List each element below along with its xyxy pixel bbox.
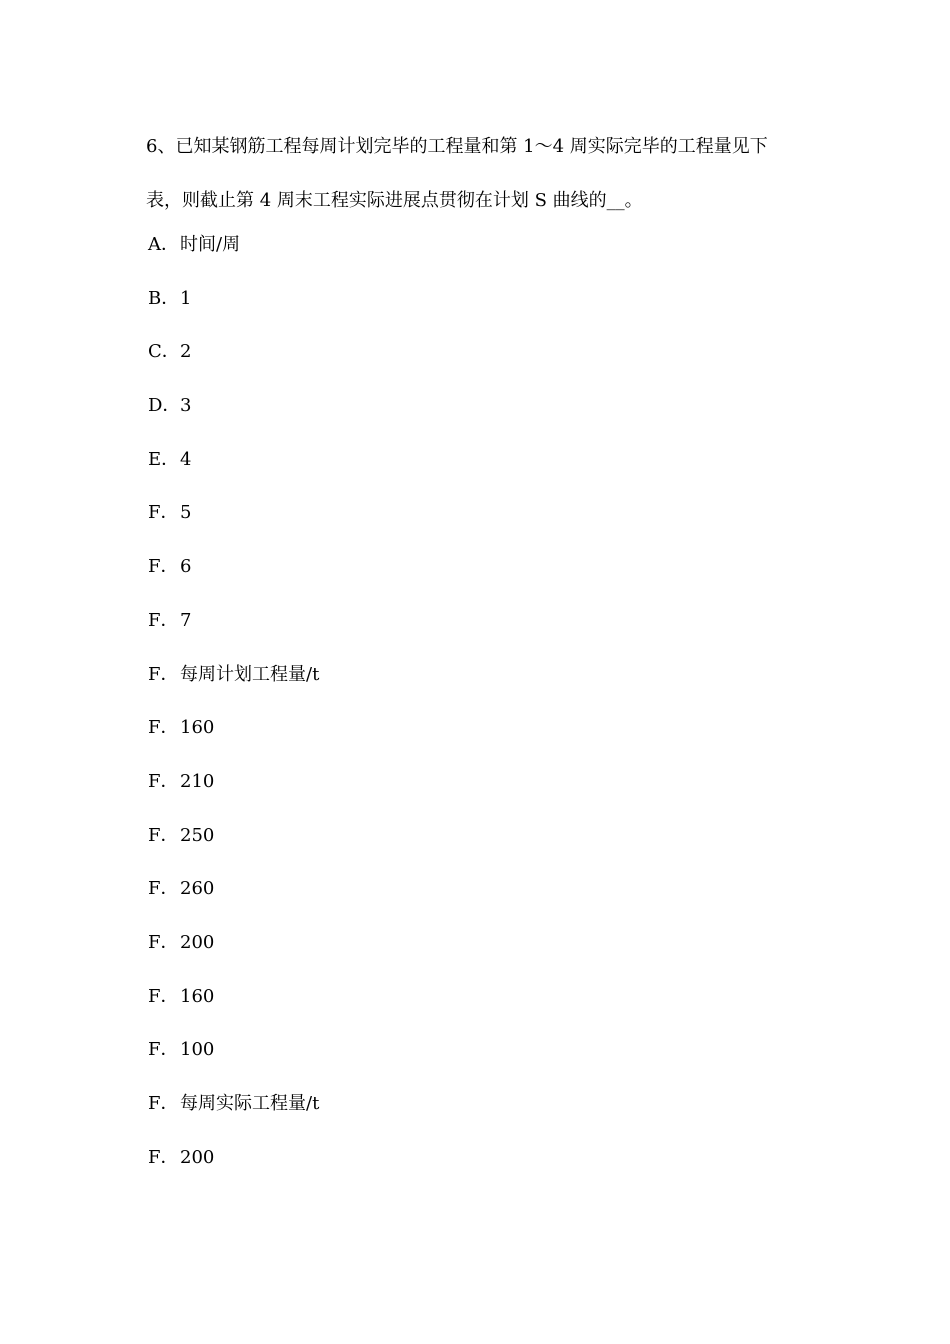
option-letter: F． [148,717,179,739]
option-item [148,1077,828,1131]
option-text: 200 [180,931,215,953]
option-letter: F． [148,878,179,900]
option-text: 6 [180,556,192,578]
option-letter: F． [148,770,179,792]
option-text: 4 [180,448,192,470]
option-item [148,916,828,970]
option-item [148,379,828,433]
option-text: 2 [180,341,192,363]
option-letter: A． [148,234,179,255]
option-item [148,272,828,326]
option-item [148,862,828,916]
option-text: 160 [180,985,215,1007]
question-line-2: 表，则截止第 4 周末工程实际进展点贯彻在计划 S 曲线的__。 [146,190,643,211]
option-item [148,1023,828,1077]
option-letter: E． [148,448,180,470]
option-letter: F． [148,985,179,1007]
option-item [148,970,828,1024]
option-item [148,218,828,272]
option-item [148,701,828,755]
option-letter: F． [148,824,179,846]
option-item [148,325,828,379]
option-letter: B． [148,287,180,309]
option-text: 1 [180,287,192,309]
option-letter: F． [148,502,179,524]
option-letter: F． [148,931,179,953]
option-item [148,809,828,863]
option-letter: F． [148,663,179,685]
option-letter: F． [148,609,179,631]
option-item [148,755,828,809]
option-list [148,218,828,1184]
option-text: 时间/周 [180,234,241,255]
option-item [148,1131,828,1185]
option-item [148,433,828,487]
option-text: 200 [180,1146,215,1168]
question-text [146,120,826,228]
option-text: 100 [180,1039,215,1061]
option-item [148,594,828,648]
option-text: 250 [180,824,215,846]
option-text: 160 [180,717,215,739]
option-text: 260 [180,878,215,900]
option-text: 5 [180,502,192,524]
option-text: 3 [180,395,192,417]
option-letter: F． [148,1039,179,1061]
option-letter: F． [148,1146,179,1168]
option-item [148,486,828,540]
option-text: 7 [180,609,192,631]
question-line-1: 6、已知某钢筋工程每周计划完毕的工程量和第 1～4 周实际完毕的工程量见下 [146,136,768,157]
option-text: 每周计划工程量/t [180,663,320,685]
option-letter: C． [148,341,180,363]
option-item [148,648,828,702]
option-item [148,540,828,594]
option-text: 每周实际工程量/t [180,1093,320,1114]
option-letter: D． [148,395,181,417]
option-letter: F． [148,1093,179,1114]
option-letter: F． [148,556,179,578]
option-text: 210 [180,770,215,792]
